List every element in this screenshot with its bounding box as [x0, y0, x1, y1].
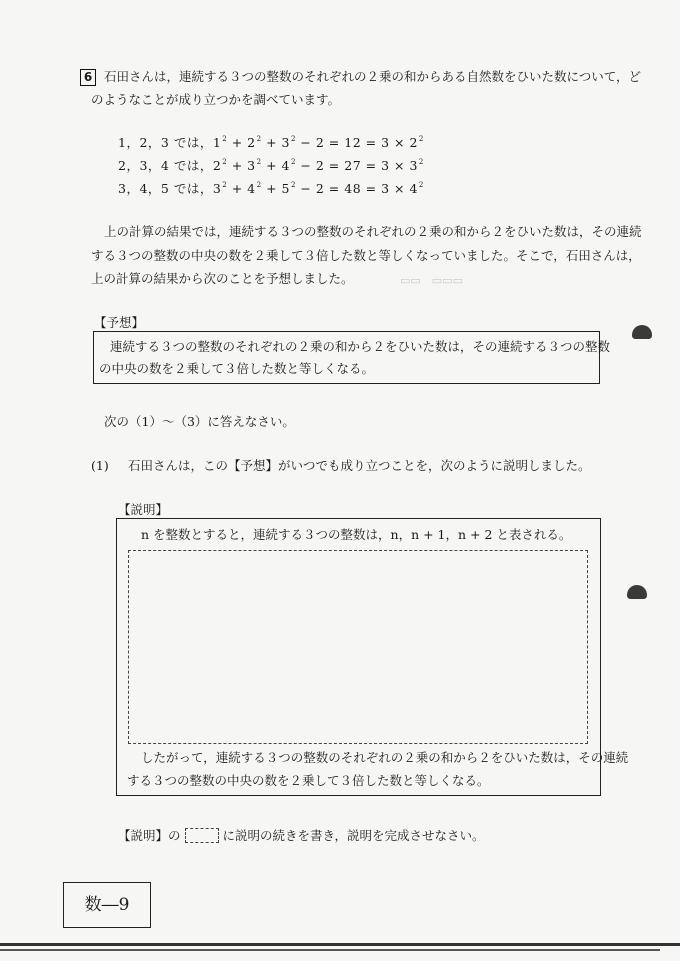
- explanation-conclusion-1: したがって，連続する３つの整数のそれぞれの２乗の和から２をひいた数は，その連続: [141, 750, 629, 765]
- prediction-label: 【予想】: [94, 315, 145, 330]
- explanation-box: [116, 518, 629, 796]
- prediction-box: [93, 331, 611, 384]
- explanation-label: 【説明】: [118, 502, 169, 517]
- observation-line-2: する３つの整数の中央の数を２乗して３倍した数と等しくなっていました。そこで，石田さんは，: [91, 248, 641, 263]
- scan-edge-line: [0, 943, 680, 946]
- subquestion-1-number: (1): [91, 458, 109, 473]
- answer-area[interactable]: [128, 550, 588, 744]
- instruction: 次の（1）～（3）に答えなさい。: [104, 414, 295, 429]
- intro-line-2: のようなことが成り立つかを調べています。: [91, 92, 341, 107]
- subquestion-1-text: 石田さんは，この【予想】がいつでも成り立つことを，次のように説明しました。: [128, 458, 591, 473]
- intro-line-1: 石田さんは，連続する３つの整数のそれぞれの２乗の和からある自然数をひいた数について，ど: [104, 69, 642, 84]
- punch-hole-upper: [632, 325, 652, 339]
- example-row-1: 1，2，3 では，$1^2 + 2^2 + 3^2 - 2 = 12 = 3 \times 2^2$: [118, 135, 424, 150]
- explanation-line-1: n を整数とすると，連続する３つの整数は，n，n + 1，n + 2 と表される。: [141, 527, 572, 542]
- task-suffix: に説明の続きを書き，説明を完成させなさい。: [222, 828, 485, 843]
- bleed-through-mark: ▭▭ ▭▭▭: [400, 274, 463, 287]
- answer-area-marker: [185, 828, 219, 843]
- page-number: 数―9: [63, 882, 151, 928]
- scan-edge-line: [0, 949, 660, 951]
- explanation-conclusion-2: する３つの整数の中央の数を２乗して３倍した数と等しくなる。: [127, 773, 490, 788]
- observation-line-3: 上の計算の結果から次のことを予想しました。: [91, 271, 354, 286]
- question-number: 6: [80, 69, 96, 86]
- prediction-line-2: の中央の数を２乗して３倍した数と等しくなる。: [99, 361, 375, 376]
- task-instruction: [118, 828, 485, 843]
- example-row-3: 3，4，5 では，$3^2 + 4^2 + 5^2 - 2 = 48 = 3 \times 4^2$: [118, 181, 424, 196]
- example-row-2: 2，3，4 では，$2^2 + 3^2 + 4^2 - 2 = 27 = 3 \times 3^2$: [118, 158, 424, 173]
- prediction-line-1: 連続する３つの整数のそれぞれの２乗の和から２をひいた数は，その連続する３つの整数: [110, 339, 611, 354]
- punch-hole-lower: [627, 585, 647, 599]
- task-prefix: 【説明】の: [118, 828, 181, 843]
- observation-line-1: 上の計算の結果では，連続する３つの整数のそれぞれの２乗の和から２をひいた数は，その連続: [104, 224, 642, 239]
